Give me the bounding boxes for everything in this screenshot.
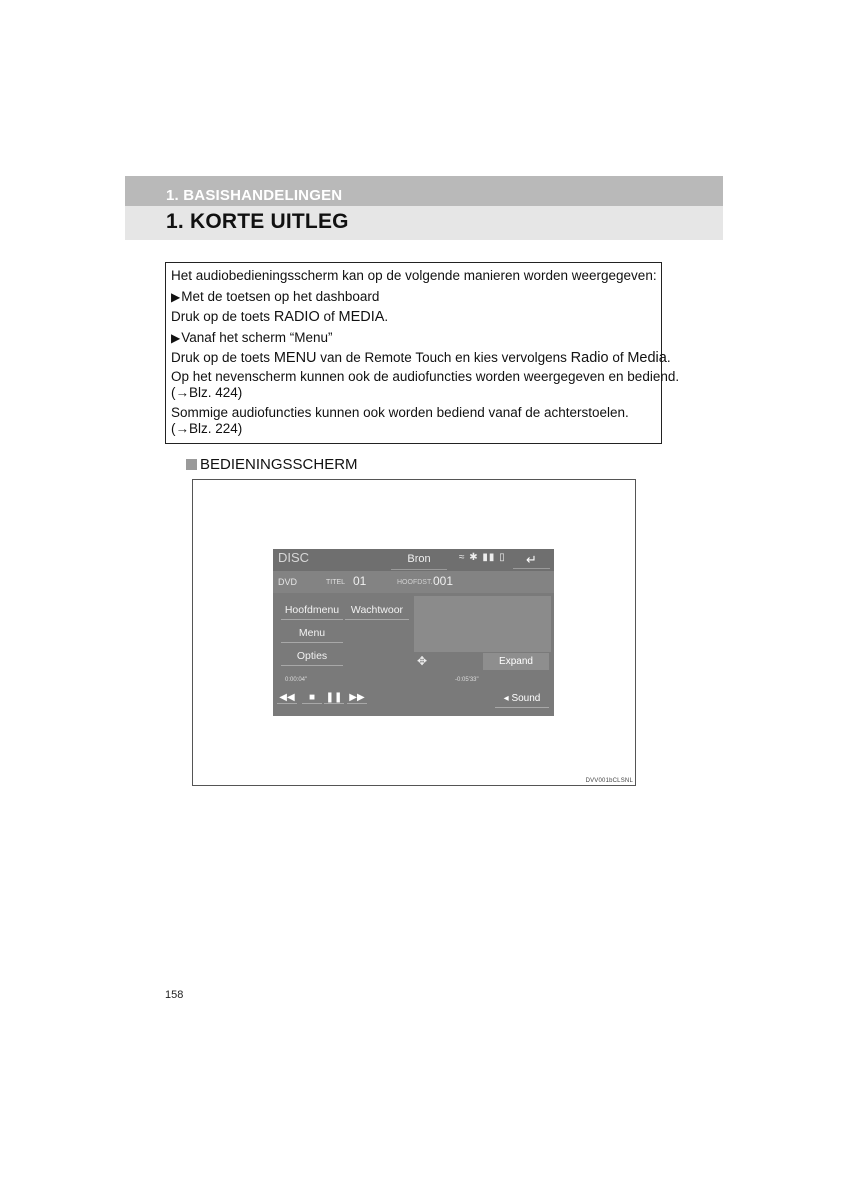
triangle-right-icon: ▶	[171, 330, 181, 345]
sound-label: Sound	[511, 693, 541, 704]
info-line	[171, 348, 671, 369]
info-line: Op het nevenscherm kunnen ook de audiofuncties worden weergegeven en bediend.	[171, 368, 680, 384]
page-title: 1. KORTE UITLEG	[166, 210, 349, 233]
info-bullet	[171, 287, 661, 308]
hoofdmenu-button[interactable]: Hoofdmenu	[281, 601, 343, 620]
text: van de Remote Touch en kies vervolgens	[316, 350, 571, 365]
hoofdstuk-value: 001	[433, 574, 454, 588]
section-label: 1. BASISHANDELINGEN	[166, 187, 343, 204]
text: Druk op de toets	[171, 350, 274, 365]
opties-button[interactable]: Opties	[281, 647, 343, 666]
text: Druk op de toets	[171, 309, 274, 324]
titel-value: 01	[353, 574, 367, 588]
bullet-text: Met de toetsen op het dashboard	[181, 288, 380, 304]
page-number: 158	[165, 989, 184, 1001]
figure-code: DVV001bCLSNL	[585, 778, 633, 784]
stop-icon[interactable]: ■	[302, 692, 322, 704]
next-icon[interactable]: ▶▶	[347, 692, 367, 704]
key-radio: RADIO	[273, 309, 320, 325]
bron-button[interactable]: Bron	[391, 550, 447, 570]
info-bullet	[171, 328, 661, 349]
key-radio-option: Radio	[570, 350, 609, 366]
page-reference[interactable]: (→Blz. 224)	[171, 420, 243, 436]
return-arrow-icon[interactable]: ↵	[513, 551, 550, 569]
move-arrows-icon[interactable]: ✥	[417, 654, 428, 668]
sound-button[interactable]	[495, 690, 549, 708]
bullet-text: Vanaf het scherm “Menu”	[181, 329, 333, 345]
audio-screen	[273, 549, 554, 716]
text: of	[319, 309, 339, 324]
titel-label: TITEL	[326, 579, 346, 586]
pause-icon[interactable]: ❚❚	[325, 692, 343, 703]
sub-heading	[186, 456, 358, 473]
square-bullet-icon	[186, 459, 197, 470]
section-bar	[125, 176, 723, 206]
media-type: DVD	[278, 577, 298, 587]
video-preview[interactable]	[414, 596, 551, 652]
wachtwoord-button[interactable]: Wachtwoor	[345, 601, 409, 620]
disc-info-row	[273, 571, 554, 593]
info-line: Het audiobedieningsscherm kan op de volgende manieren worden weergegeven:	[171, 268, 657, 283]
key-media: MEDIA	[338, 309, 385, 325]
expand-button[interactable]: Expand	[483, 653, 549, 670]
title-bar	[125, 206, 723, 240]
remaining-time: -0:05'33"	[455, 677, 479, 683]
info-line: Sommige audiofuncties kunnen ook worden bediend vanaf de achterstoelen.	[171, 404, 629, 420]
sub-heading-text: BEDIENINGSSCHERM	[200, 456, 358, 473]
info-box	[165, 262, 680, 444]
elapsed-time: 0:00:04"	[285, 677, 308, 683]
screen-topbar	[273, 549, 554, 571]
text: .	[384, 309, 389, 324]
key-menu: MENU	[273, 350, 317, 366]
figure-frame	[192, 479, 636, 786]
info-line	[171, 307, 661, 328]
menu-button[interactable]: Menu	[281, 624, 343, 643]
triangle-right-icon: ▶	[171, 289, 181, 304]
text: .	[666, 350, 671, 365]
header-band	[125, 176, 723, 240]
key-media-option: Media	[627, 350, 667, 366]
text: of	[608, 350, 628, 365]
source-label: DISC	[278, 550, 310, 565]
hoofdstuk-label: HOOFDST.	[397, 579, 433, 586]
status-icons: ≈ ✱ ▮▮ ▯	[459, 552, 506, 563]
speaker-icon: ◂	[503, 693, 509, 704]
previous-icon[interactable]: ◀◀	[277, 692, 297, 704]
page-reference[interactable]: (→Blz. 424)	[171, 384, 243, 400]
